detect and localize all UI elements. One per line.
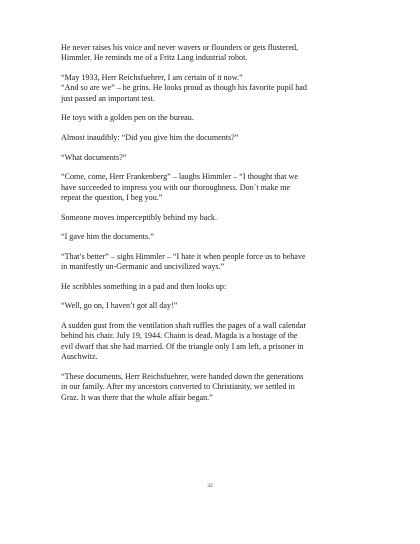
text-line: evil dwarf that she had married. Of the triangle only I am left, a prisoner in: [61, 341, 304, 351]
text-line: repeat the question, I beg you.”: [61, 193, 163, 202]
paragraph: [61, 172, 387, 203]
text-line: Almost inaudibly: “Did you give him the documents?”: [61, 133, 239, 142]
text-line: have succeeded to impress you with our thoroughness. Don´t make me: [61, 182, 291, 192]
paragraph: [61, 133, 387, 143]
paragraph: [61, 43, 387, 64]
text-line: behind his chair. July 19, 1944. Chaim is dead. Magda is a hostage of the: [61, 331, 298, 341]
text-line: He toys with a golden pen on the bureau.: [61, 113, 194, 123]
text-line: “Well, go on, I haven’t got all day!”: [61, 301, 178, 311]
paragraph: [61, 372, 387, 403]
text-line: Graz. It was there that the whole affair began.”: [61, 392, 213, 402]
page-body: [61, 43, 387, 412]
paragraph: [61, 282, 387, 292]
text-line: “May 1933, Herr Reichsfuehrer, I am certain of it now.”: [61, 73, 243, 82]
paragraph: [61, 113, 387, 123]
text-line: in our family. After my ancestors converted to Christianity, we settled in: [61, 382, 295, 392]
paragraph: [61, 252, 387, 273]
paragraph: [61, 73, 387, 104]
paragraph: [61, 232, 387, 242]
text-line: He never raises his voice and never wavers or flounders or gets flustered,: [61, 43, 299, 52]
text-line: in manifestly un-Germanic and uncivilized ways.”: [61, 262, 225, 272]
text-line: Someone moves imperceptibly behind my back.: [61, 212, 217, 222]
text-line: “I gave him the documents.”: [61, 232, 154, 242]
text-line: A sudden gust from the ventilation shaft ruffles the pages of a wall calendar: [61, 320, 307, 330]
text-line: “Come, come, Herr Frankenberg” – laughs Himmler – “I thought that we: [61, 172, 298, 182]
text-line: Auschwitz.: [61, 352, 98, 362]
text-line: He scribbles something in a pad and then looks up:: [61, 281, 227, 291]
paragraph: [61, 153, 387, 163]
page-number: 32: [207, 483, 213, 489]
paragraph: [61, 213, 387, 223]
text-line: just passed an important test.: [61, 93, 155, 103]
text-line: Himmler. He reminds me of a Fritz Lang industrial robot.: [61, 53, 248, 63]
text-line: “That’s better” – sighs Himmler – “I hate it when people force us to behave: [61, 251, 306, 261]
text-line: “What documents?”: [61, 152, 127, 162]
paragraph: [61, 321, 387, 363]
paragraph: [61, 301, 387, 311]
text-line: “These documents, Herr Reichsfuehrer, were handed down the generations: [61, 371, 304, 381]
text-line: “And so are we” – he grins. He looks proud as though his favorite pupil had: [61, 83, 307, 93]
